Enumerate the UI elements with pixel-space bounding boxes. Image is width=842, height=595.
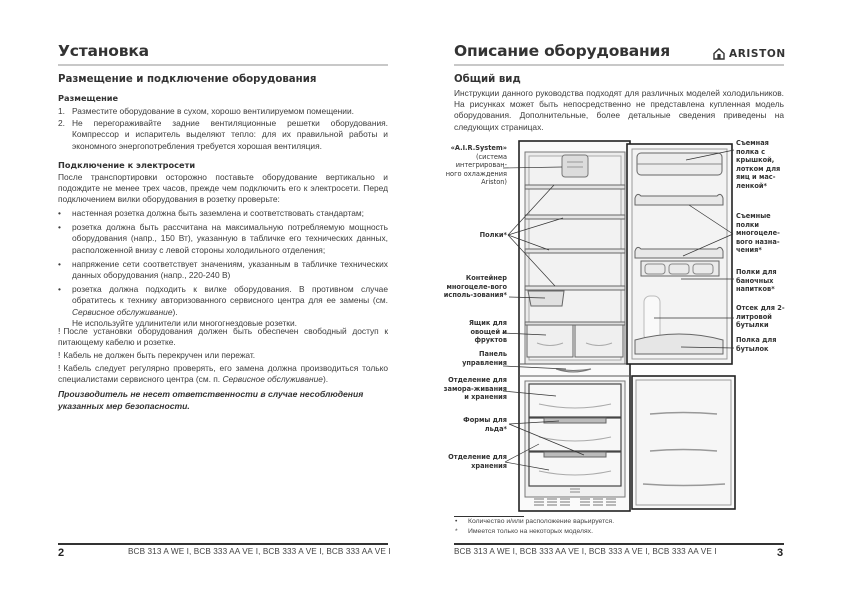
intro-text: Инструкции данного руководства подходят для различных моделей холодильников. На рисунках может быть непосредственно не представлена купленная модель оборудования. Дополнительные, более детальные сведения приведены на следующих страницах.	[454, 88, 784, 132]
list-item: • розетка должна быть рассчитана на максимальную потребляемую мощность оборудования (напр., 150 Вт), указанную в табличке его технических данных, расположенной внизу с левой стороны холодильного отделения;	[58, 222, 388, 255]
service-link: Сервисное обслуживание	[72, 306, 173, 317]
electric-heading: Подключение к электросети	[58, 160, 196, 170]
page-title: Описание оборудования	[454, 42, 670, 60]
label-door-shelf-lid: Съемная полка с крышкой, лотком для яиц и мас-ленкой*	[736, 139, 781, 190]
label-freezer: Отделение для замора-живания и хранения	[443, 376, 507, 402]
label-door-shelves: Съемные полки многоцеле-вого назна-чения*	[736, 212, 780, 255]
page-number: 3	[777, 547, 784, 559]
warning-1: ! После установки оборудования должен быть обеспечен свободный доступ к питающему кабелю и розетке.	[58, 326, 388, 348]
label-multi-container: Контейнер многоцеле-вого исполь-зования*	[443, 274, 507, 300]
label-shelves: Полки*	[479, 231, 507, 239]
title-rule	[58, 64, 388, 66]
list-item: • настенная розетка должна быть заземлена и соответствовать стандартам;	[58, 208, 365, 218]
label-air-system: «A.I.R.System» (система интегрирован-ного охлаждения Ariston)	[445, 144, 507, 187]
list-item: 1. Разместите оборудование в сухом, хорошо вентилируемом помещении.	[58, 106, 354, 116]
section-title: Размещение и подключение оборудования	[58, 74, 317, 85]
label-bottle-shelf: Полка для бутылок	[736, 336, 777, 353]
label-ice-trays: Формы для льда*	[463, 416, 507, 433]
electric-intro: После транспортировки осторожно поставьте оборудование вертикально и подождите не менее трех часов, прежде чем подключить его к электросети. Перед подключением вилки оборудования в розетку проверьте:	[58, 172, 388, 205]
label-control-panel: Панель управления	[462, 350, 507, 367]
label-can-shelf: Полки для баночных напитков*	[736, 268, 777, 294]
label-veg-drawer: Ящик для овощей и фруктов	[468, 319, 507, 345]
label-storage: Отделение для хранения	[448, 453, 507, 470]
model-list: BCB 313 A WE I, BCB 333 AA VE I, BCB 333 A VE I, BCB 333 AA VE I	[454, 547, 717, 556]
warning-icon: !	[58, 363, 61, 373]
warning-2: ! Кабель не должен быть перекручен или пережат.	[58, 350, 256, 360]
model-list: BCB 313 A WE I, BCB 333 AA VE I, BCB 333 A VE I, BCB 333 AA VE I	[128, 547, 391, 556]
list-item: • напряжение сети соответствует значениям, указанным в табличке технических данных оборудования (напр., 220-240 В)	[58, 258, 388, 281]
note-some-models: * Имеется только на некоторых моделях.	[455, 528, 593, 535]
brand-logo: ARISTON	[713, 48, 786, 60]
electric-checklist	[58, 208, 388, 332]
note-variable: • Количество и/или расположение варьируется.	[455, 518, 615, 525]
page-number: 2	[58, 547, 65, 559]
page-right	[421, 0, 842, 595]
placement-list	[58, 106, 388, 155]
warning-3: ! Кабель следует регулярно проверять, его замена должна производиться только специалистами сервисного центра (см. п. Сервисное обслуживание).	[58, 363, 388, 385]
label-bottle-2l: Отсек для 2-литровой бутылки	[736, 304, 785, 330]
placement-heading: Размещение	[58, 93, 119, 103]
page-title: Установка	[58, 42, 149, 60]
footer-rule	[58, 543, 388, 545]
section-title: Общий вид	[454, 74, 521, 85]
warning-icon: !	[58, 326, 61, 336]
list-item: 2. Не перегораживайте задние вентиляционные решетки оборудования. Компрессор и испаритель выделяют тепло: для их правильной работы и экономного энергопотребления требуется хорошая вентиляция.	[58, 118, 388, 151]
disclaimer: Производитель не несет ответственности в случае несоблюдения указанных мер безопасности.	[58, 389, 364, 411]
warning-icon: !	[58, 350, 61, 360]
footer-rule	[454, 543, 784, 545]
list-item: • розетка должна подходить к вилке оборудования. В противном случае обратитесь к технику авторизованного сервисного центра для ее замены (см. Сервисное обслуживание). Не используйте удлинители или многогнездовые розетки.	[58, 284, 388, 328]
notes-rule	[454, 516, 524, 517]
